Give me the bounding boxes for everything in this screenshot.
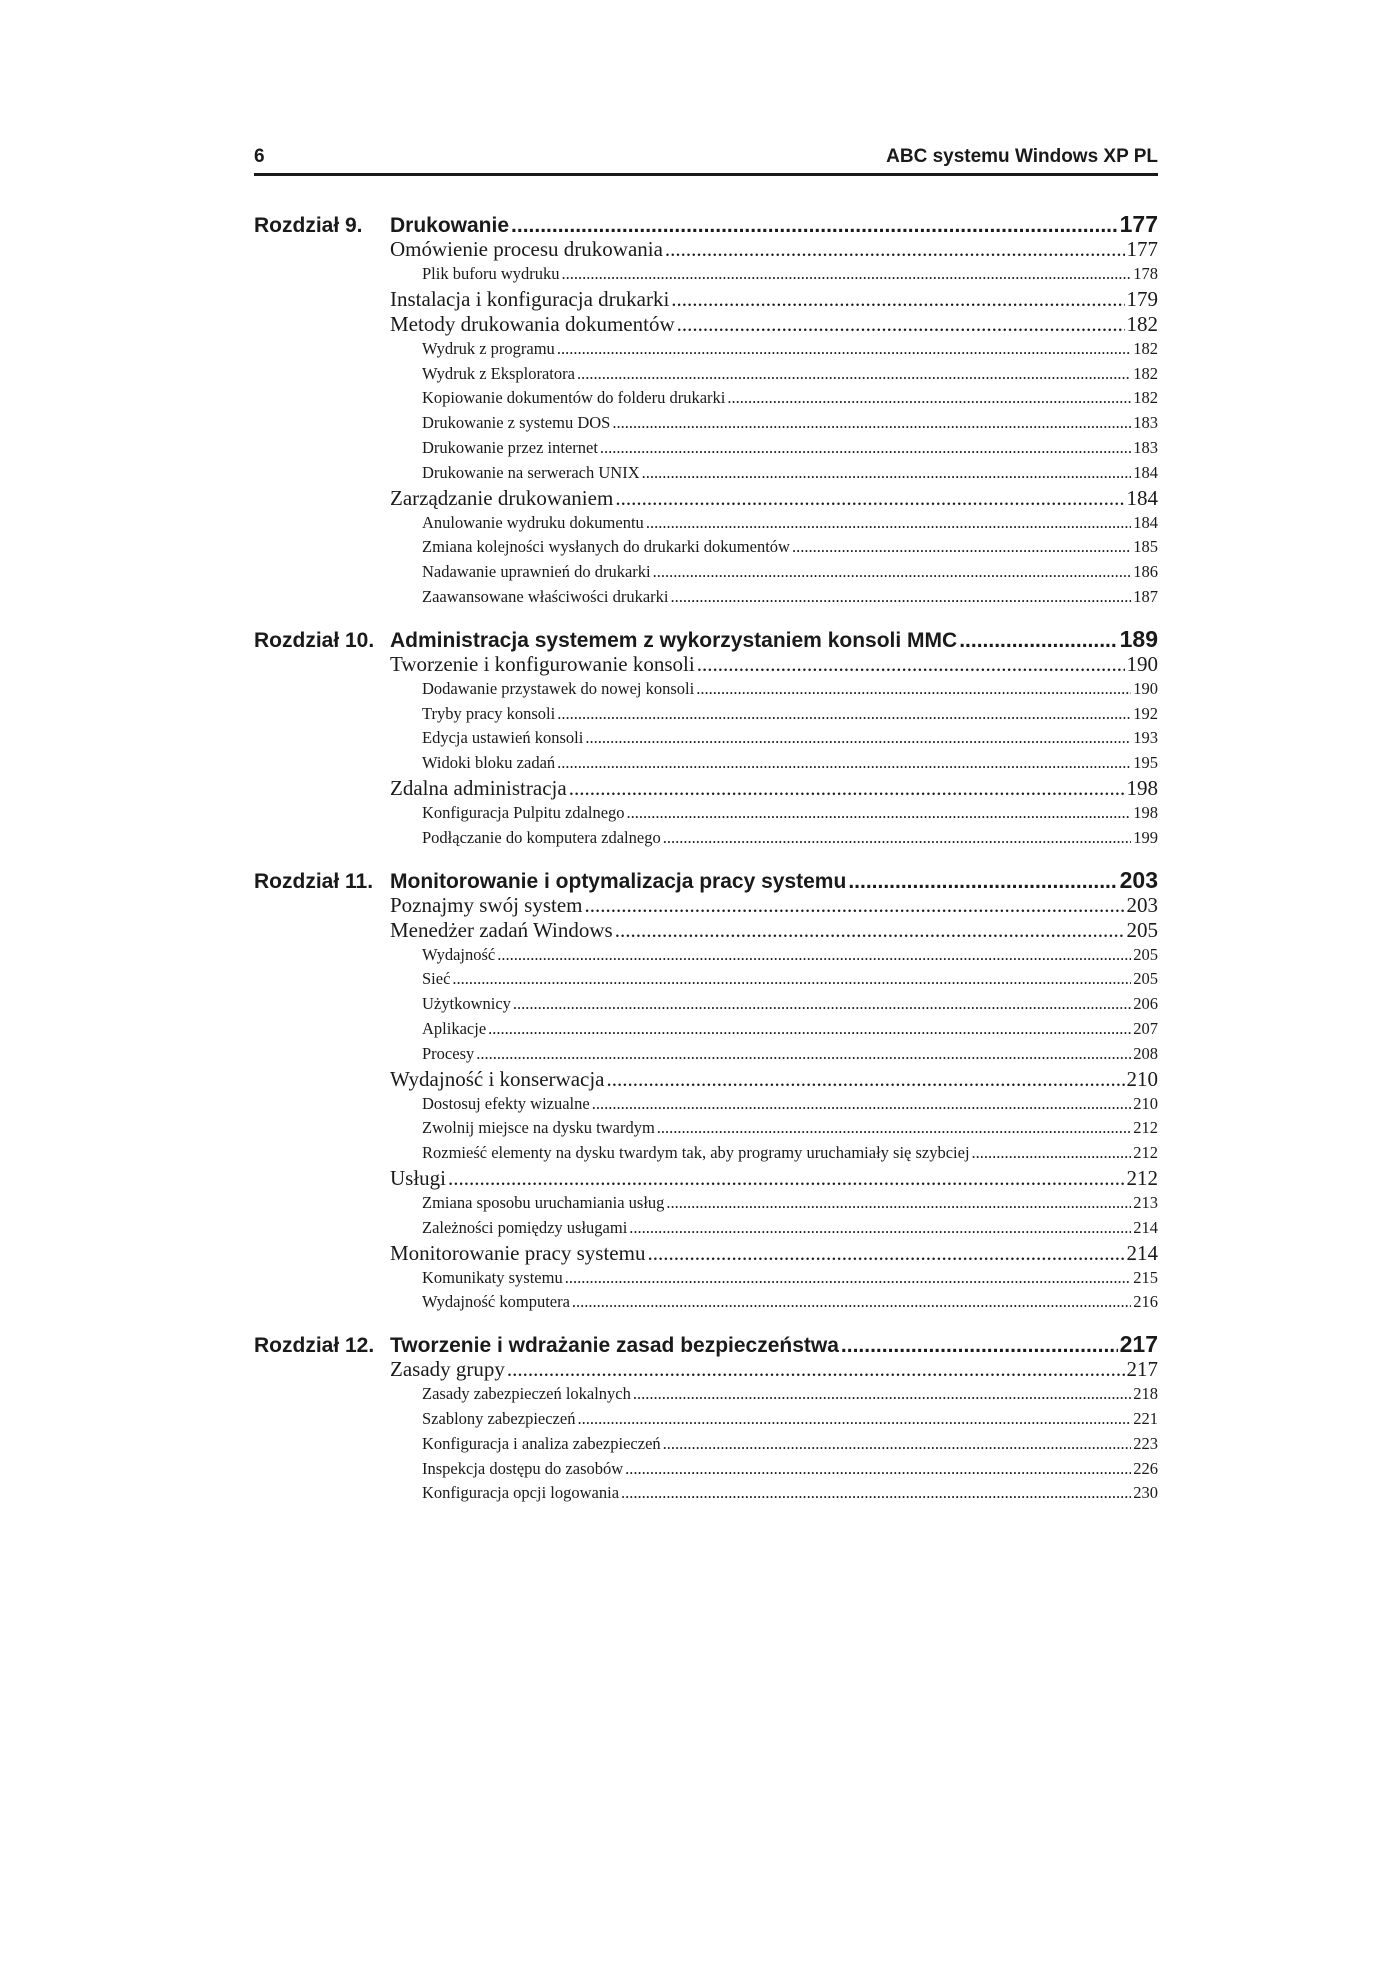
dot-leader: [629, 1216, 1131, 1241]
dot-leader: [557, 751, 1131, 776]
entry-title: Metody drukowania dokumentów: [390, 311, 675, 336]
chapter-label: Rozdział 10.: [254, 628, 375, 652]
dot-leader: [562, 262, 1132, 287]
entry-page-number: 198: [1126, 775, 1158, 800]
entry-title: Usługi: [390, 1165, 447, 1190]
subsection-entry: [254, 1216, 1158, 1241]
entry-title: Widoki bloku zadań: [422, 753, 556, 773]
entry-title: Zasady zabezpieczeń lokalnych: [422, 1384, 631, 1404]
chapter-page-number: 217: [1119, 1331, 1158, 1358]
subsection-entry: [254, 262, 1158, 287]
entry-page-number: 215: [1133, 1267, 1158, 1287]
subsection-entry: [254, 1017, 1158, 1042]
page-header: [254, 143, 1158, 176]
dot-leader: [959, 628, 1117, 654]
chapter-page-number: 177: [1119, 211, 1158, 237]
chapter-heading: [254, 626, 1158, 652]
dot-leader: [607, 1067, 1125, 1092]
dot-leader: [585, 726, 1131, 751]
table-of-contents: [254, 211, 1158, 1522]
entry-page-number: 221: [1133, 1408, 1158, 1428]
entry-page-number: 182: [1133, 338, 1158, 358]
section-entry: [254, 652, 1158, 677]
subsection-entry: [254, 1191, 1158, 1216]
dot-leader: [585, 893, 1125, 918]
dot-leader: [507, 1357, 1125, 1382]
entry-page-number: 185: [1133, 537, 1158, 557]
subsection-entry: [254, 511, 1158, 536]
chapter-block: [254, 211, 1158, 610]
entry-page-number: 195: [1133, 753, 1158, 773]
chapter-block: [254, 867, 1158, 1316]
entry-title: Kopiowanie dokumentów do folderu drukarki: [422, 388, 726, 408]
subsection-entry: [254, 1432, 1158, 1457]
entry-title: Zasady grupy: [390, 1357, 505, 1382]
section-entry: [254, 312, 1158, 337]
dot-leader: [642, 461, 1132, 486]
dot-leader: [633, 1382, 1131, 1407]
dot-leader: [476, 1042, 1131, 1067]
dot-leader: [671, 585, 1132, 610]
entry-title: Menedżer zadań Windows: [390, 917, 613, 942]
entry-title: Wydajność komputera: [422, 1292, 570, 1312]
entry-page-number: 193: [1133, 728, 1158, 748]
entry-title: Konfiguracja opcji logowania: [422, 1483, 620, 1503]
entry-page-number: 218: [1133, 1384, 1158, 1404]
entry-title: Dodawanie przystawek do nowej konsoli: [422, 678, 695, 698]
entry-page-number: 212: [1133, 1118, 1158, 1138]
entry-page-number: 208: [1133, 1043, 1158, 1063]
entry-page-number: 177: [1126, 237, 1158, 261]
entry-page-number: 230: [1133, 1483, 1158, 1503]
subsection-entry: [254, 992, 1158, 1017]
entry-page-number: 205: [1133, 969, 1158, 989]
chapter-label: Rozdział 11.: [254, 869, 374, 893]
entry-page-number: 178: [1133, 264, 1158, 283]
subsection-entry: [254, 386, 1158, 411]
dot-leader: [657, 1116, 1131, 1141]
dot-leader: [572, 1290, 1131, 1315]
dot-leader: [663, 826, 1132, 851]
running-title: ABC systemu Windows XP PL: [886, 146, 1158, 167]
dot-leader: [511, 213, 1118, 239]
entry-title: Wydajność i konserwacja: [390, 1066, 605, 1091]
entry-title: Wydajność: [422, 944, 496, 964]
entry-title: Drukowanie przez internet: [422, 437, 598, 457]
subsection-entry: [254, 362, 1158, 387]
chapter-heading: [254, 867, 1158, 893]
dot-leader: [627, 801, 1132, 826]
dot-leader: [972, 1141, 1132, 1166]
subsection-entry: [254, 801, 1158, 826]
entry-title: Zdalna administracja: [390, 775, 567, 800]
entry-title: Zmiana sposobu uruchamiania usług: [422, 1192, 665, 1212]
chapter-block: [254, 1331, 1158, 1506]
entry-page-number: 190: [1126, 651, 1158, 676]
entry-page-number: 182: [1126, 311, 1158, 336]
entry-title: Omówienie procesu drukowania: [390, 237, 663, 261]
entry-page-number: 179: [1126, 286, 1158, 311]
entry-title: Procesy: [422, 1043, 475, 1063]
subsection-entry: [254, 535, 1158, 560]
entry-page-number: 212: [1126, 1165, 1158, 1190]
dot-leader: [615, 486, 1124, 511]
chapter-label: Rozdział 12.: [254, 1334, 375, 1358]
dot-leader: [452, 967, 1131, 992]
subsection-entry: [254, 726, 1158, 751]
subsection-entry: [254, 826, 1158, 851]
entry-title: Zaawansowane właściwości drukarki: [422, 586, 669, 606]
dot-leader: [488, 1017, 1131, 1042]
entry-page-number: 210: [1126, 1066, 1158, 1091]
entry-title: Tryby pracy konsoli: [422, 703, 556, 723]
entry-title: Konfiguracja i analiza zabezpieczeń: [422, 1433, 661, 1453]
subsection-entry: [254, 1266, 1158, 1291]
dot-leader: [600, 436, 1131, 461]
entry-page-number: 210: [1133, 1093, 1158, 1113]
chapter-title: Monitorowanie i optymalizacja pracy systemu: [390, 869, 847, 893]
subsection-entry: [254, 943, 1158, 968]
section-entry: [254, 1357, 1158, 1382]
chapter-title: Drukowanie: [390, 214, 510, 237]
subsection-entry: [254, 702, 1158, 727]
entry-page-number: 217: [1126, 1357, 1158, 1382]
entry-title: Edycja ustawień konsoli: [422, 728, 584, 748]
dot-leader: [671, 287, 1124, 312]
chapter-title: Tworzenie i wdrażanie zasad bezpieczeństwa: [390, 1334, 839, 1358]
entry-page-number: 203: [1126, 892, 1158, 917]
dot-leader: [677, 312, 1125, 337]
entry-page-number: 184: [1126, 485, 1158, 510]
entry-page-number: 183: [1133, 413, 1158, 433]
subsection-entry: [254, 585, 1158, 610]
entry-page-number: 226: [1133, 1458, 1158, 1478]
dot-leader: [577, 362, 1131, 387]
subsection-entry: [254, 1042, 1158, 1067]
chapter-page-number: 189: [1119, 625, 1158, 652]
dot-leader: [513, 992, 1131, 1017]
dot-leader: [621, 1481, 1131, 1506]
subsection-entry: [254, 411, 1158, 436]
entry-page-number: 187: [1133, 586, 1158, 606]
dot-leader: [647, 1241, 1124, 1266]
dot-leader: [696, 677, 1131, 702]
subsection-entry: [254, 751, 1158, 776]
entry-title: Drukowanie na serwerach UNIX: [422, 462, 640, 482]
dot-leader: [841, 1333, 1118, 1359]
entry-title: Inspekcja dostępu do zasobów: [422, 1458, 624, 1478]
subsection-entry: [254, 1407, 1158, 1432]
dot-leader: [848, 869, 1117, 895]
section-entry: [254, 776, 1158, 801]
entry-title: Konfiguracja Pulpitu zdalnego: [422, 802, 625, 822]
entry-title: Monitorowanie pracy systemu: [390, 1240, 646, 1265]
dot-leader: [497, 943, 1131, 968]
entry-title: Drukowanie z systemu DOS: [422, 413, 611, 433]
subsection-entry: [254, 560, 1158, 585]
entry-page-number: 214: [1126, 1240, 1158, 1265]
entry-page-number: 205: [1133, 944, 1158, 964]
dot-leader: [569, 776, 1125, 801]
entry-page-number: 212: [1133, 1143, 1158, 1163]
chapter-label: Rozdział 9.: [254, 214, 363, 237]
section-entry: [254, 1067, 1158, 1092]
section-entry: [254, 1241, 1158, 1266]
subsection-entry: [254, 1116, 1158, 1141]
entry-title: Podłączanie do komputera zdalnego: [422, 827, 661, 847]
chapter-heading: [254, 211, 1158, 237]
entry-title: Użytkownicy: [422, 994, 511, 1014]
entry-title: Komunikaty systemu: [422, 1267, 563, 1287]
dot-leader: [592, 1092, 1132, 1117]
entry-page-number: 186: [1133, 562, 1158, 582]
entry-title: Anulowanie wydruku dokumentu: [422, 512, 644, 532]
entry-title: Sieć: [422, 969, 451, 989]
entry-page-number: 213: [1133, 1192, 1158, 1212]
subsection-entry: [254, 337, 1158, 362]
dot-leader: [557, 702, 1131, 727]
chapter-page-number: 203: [1119, 866, 1158, 893]
dot-leader: [615, 918, 1125, 943]
entry-page-number: 190: [1133, 678, 1158, 698]
dot-leader: [727, 386, 1131, 411]
entry-page-number: 182: [1133, 363, 1158, 383]
subsection-entry: [254, 1382, 1158, 1407]
entry-title: Plik buforu wydruku: [422, 264, 560, 283]
dot-leader: [577, 1407, 1131, 1432]
chapter-block: [254, 626, 1158, 851]
entry-page-number: 198: [1133, 802, 1158, 822]
entry-title: Zwolnij miejsce na dysku twardym: [422, 1118, 655, 1138]
entry-title: Zależności pomiędzy usługami: [422, 1217, 628, 1237]
dot-leader: [663, 1432, 1132, 1457]
entry-page-number: 192: [1133, 703, 1158, 723]
subsection-entry: [254, 1481, 1158, 1506]
dot-leader: [792, 535, 1131, 560]
dot-leader: [653, 560, 1132, 585]
section-entry: [254, 486, 1158, 511]
section-entry: [254, 1166, 1158, 1191]
entry-page-number: 199: [1133, 827, 1158, 847]
section-entry: [254, 918, 1158, 943]
subsection-entry: [254, 436, 1158, 461]
entry-title: Instalacja i konfiguracja drukarki: [390, 286, 670, 311]
entry-title: Zarządzanie drukowaniem: [390, 485, 614, 510]
entry-page-number: 216: [1133, 1292, 1158, 1312]
dot-leader: [646, 511, 1131, 536]
chapter-title: Administracja systemem z wykorzystaniem konsoli MMC: [390, 628, 958, 652]
entry-title: Wydruk z programu: [422, 338, 555, 358]
entry-title: Poznajmy swój system: [390, 892, 583, 917]
entry-page-number: 214: [1133, 1217, 1158, 1237]
subsection-entry: [254, 1457, 1158, 1482]
entry-title: Zmiana kolejności wysłanych do drukarki dokumentów: [422, 537, 790, 557]
entry-page-number: 182: [1133, 388, 1158, 408]
entry-page-number: 223: [1133, 1433, 1158, 1453]
dot-leader: [557, 337, 1131, 362]
entry-title: Dostosuj efekty wizualne: [422, 1093, 590, 1113]
entry-title: Nadawanie uprawnień do drukarki: [422, 562, 651, 582]
subsection-entry: [254, 1290, 1158, 1315]
page-number: 6: [254, 146, 265, 167]
subsection-entry: [254, 461, 1158, 486]
entry-page-number: 206: [1133, 994, 1158, 1014]
dot-leader: [697, 652, 1125, 677]
entry-page-number: 184: [1133, 462, 1158, 482]
entry-page-number: 183: [1133, 437, 1158, 457]
dot-leader: [448, 1166, 1124, 1191]
entry-page-number: 207: [1133, 1018, 1158, 1038]
dot-leader: [612, 411, 1131, 436]
section-entry: [254, 287, 1158, 312]
section-entry: [254, 237, 1158, 262]
entry-title: Tworzenie i konfigurowanie konsoli: [390, 651, 695, 676]
chapter-heading: [254, 1331, 1158, 1357]
section-entry: [254, 893, 1158, 918]
entry-title: Wydruk z Eksploratora: [422, 363, 575, 383]
subsection-entry: [254, 677, 1158, 702]
entry-page-number: 205: [1126, 917, 1158, 942]
dot-leader: [625, 1457, 1131, 1482]
subsection-entry: [254, 1141, 1158, 1166]
subsection-entry: [254, 967, 1158, 992]
entry-title: Szablony zabezpieczeń: [422, 1408, 576, 1428]
dot-leader: [665, 237, 1125, 262]
entry-title: Aplikacje: [422, 1018, 487, 1038]
subsection-entry: [254, 1092, 1158, 1117]
dot-leader: [666, 1191, 1131, 1216]
entry-title: Rozmieść elementy na dysku twardym tak, aby programy uruchamiały się szybciej: [422, 1143, 970, 1163]
entry-page-number: 184: [1133, 512, 1158, 532]
dot-leader: [565, 1266, 1132, 1291]
